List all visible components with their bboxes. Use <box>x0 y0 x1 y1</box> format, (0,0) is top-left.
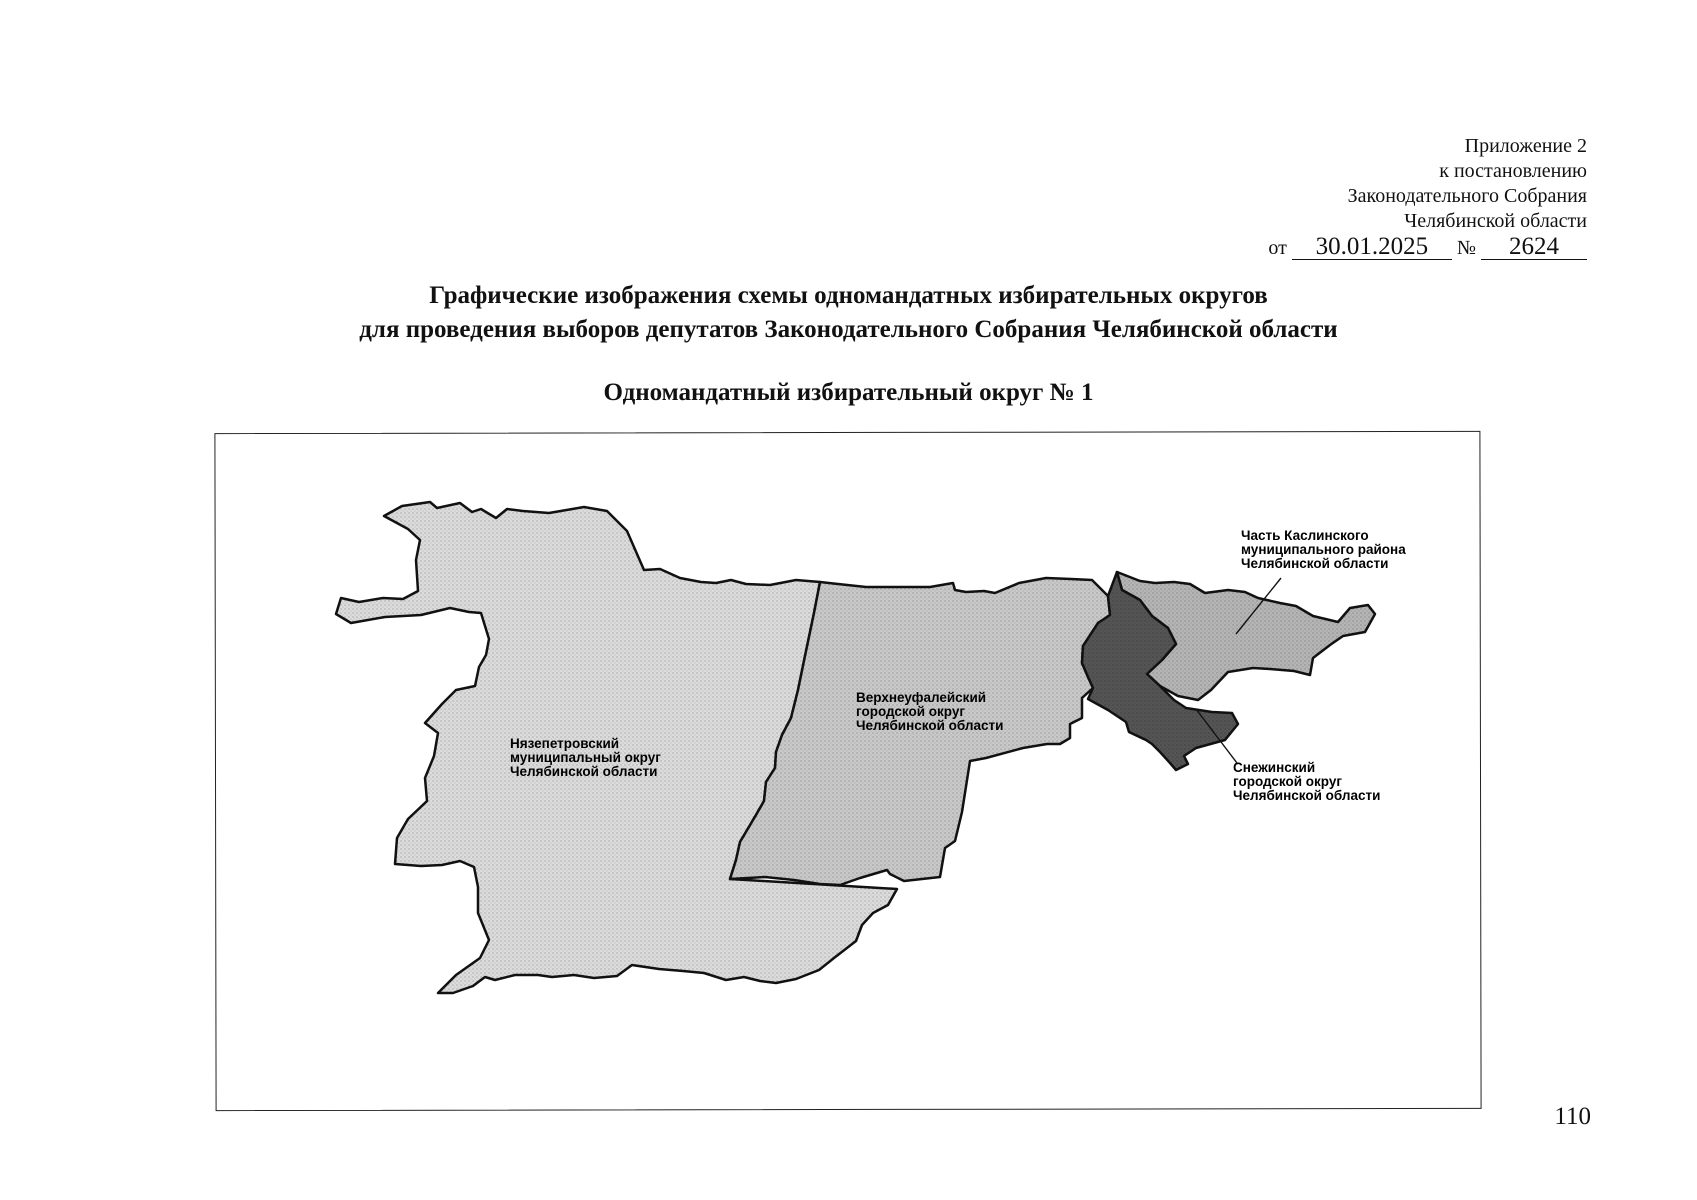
appendix-line-1: Приложение 2 <box>1464 135 1587 157</box>
kasli-label-line-3: Челябинской области <box>1241 556 1389 571</box>
appendix-line-2: к постановлению <box>1439 160 1587 182</box>
snezhinsk-label-line-2: городской округ <box>1233 774 1342 789</box>
kasli-label-line-2: муниципального района <box>1241 542 1406 557</box>
appendix-line-4: Челябинской области <box>1404 210 1587 232</box>
region-label-kasli <box>1241 528 1409 571</box>
verkhneufaleysky-label-line-3: Челябинской области <box>856 718 1004 733</box>
appendix-line-3: Законодательного Собрания <box>1347 185 1587 207</box>
document-title-line-2: для проведения выборов депутатов Законодательного Собрания Челябинской области <box>359 316 1338 343</box>
number-label: № <box>1456 237 1476 259</box>
snezhinsk-label-line-1: Снежинский <box>1233 760 1316 775</box>
region-label-snezhinsk <box>1233 760 1380 803</box>
verkhneufaleysky-label-line-2: городской округ <box>856 704 965 719</box>
page-number: 110 <box>1554 1103 1591 1130</box>
from-label: от <box>1268 237 1287 259</box>
document-title-line-1: Графические изображения схемы одномандатных избирательных округов <box>429 282 1268 309</box>
kasli-label-line-1: Часть Каслинского <box>1241 528 1369 543</box>
district-title: Одномандатный избирательный округ № 1 <box>603 379 1094 406</box>
nyazepetrovsky-label-line-1: Нязепетровский <box>510 736 620 751</box>
nyazepetrovsky-label-line-2: муниципальный округ <box>510 750 661 765</box>
nyazepetrovsky-label-line-3: Челябинской области <box>510 764 658 779</box>
resolution-date: 30.01.2025 <box>1292 235 1452 260</box>
verkhneufaleysky-label-line-1: Верхнеуфалейский <box>856 690 987 705</box>
snezhinsk-label-line-3: Челябинской области <box>1233 788 1381 803</box>
resolution-number: 2624 <box>1481 235 1587 260</box>
